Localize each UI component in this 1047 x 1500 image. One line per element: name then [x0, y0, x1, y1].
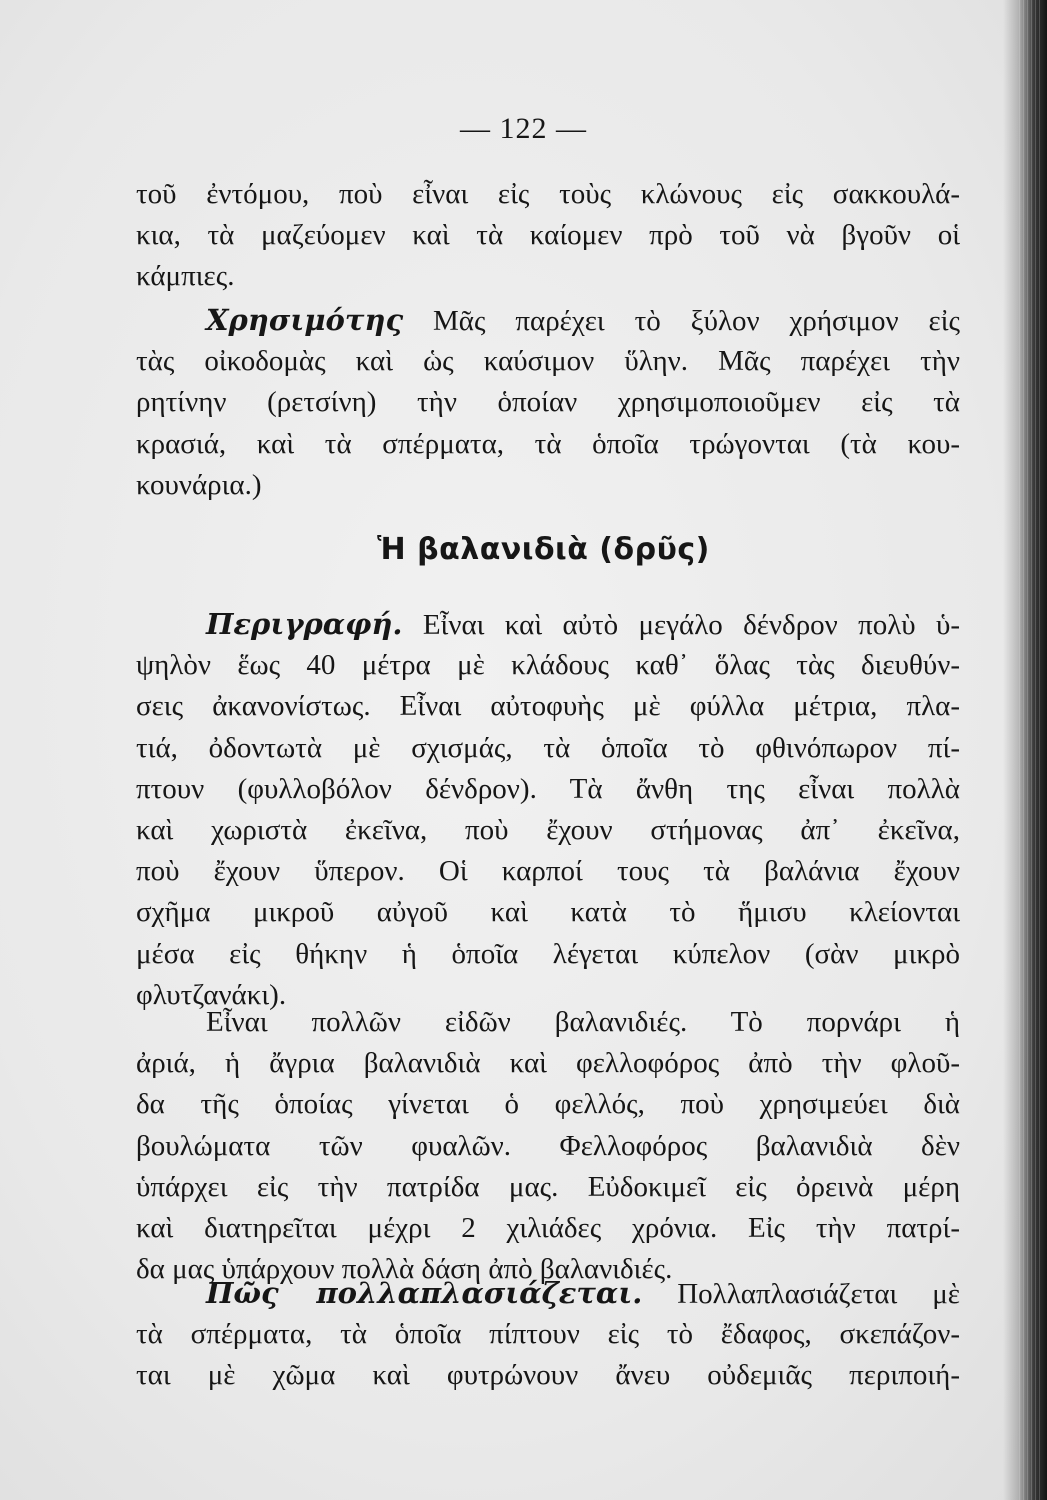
paragraph-usefulness	[136, 300, 960, 506]
text-line	[136, 1273, 960, 1314]
text-line: τιά, ὀδοντωτὰ μὲ σχισμάς, τὰ ὁποῖα τὸ φθινόπωρον πί-	[136, 731, 960, 764]
text-line: βουλώματα τῶν φυαλῶν. Φελλοφόρος βαλανιδιὰ δὲν	[136, 1129, 960, 1162]
text-line	[136, 300, 960, 341]
text-line: πτουν (φυλλοβόλον δένδρον). Τὰ ἄνθη της εἶναι πολλὰ	[136, 772, 960, 805]
text-line: Εἶναι πολλῶν εἰδῶν βαλανιδιές. Τὸ πορνάρι ἡ	[206, 1006, 960, 1038]
text-line: καὶ διατηρεῖται μέχρι 2 χιλιάδες χρόνια. Εἰς τὴν πατρί-	[136, 1211, 960, 1244]
lead-propagation: Πῶς πολλαπλασιάζεται.	[206, 1276, 643, 1310]
lead-usefulness: Χρησιμότης	[206, 303, 404, 337]
text-line: ἀριά, ἡ ἄγρια βαλανιδιὰ καὶ φελλοφόρος ἀπὸ τὴν φλοῦ-	[136, 1047, 960, 1080]
text-line: ρητίνην (ρετσίνη) τὴν ὁποίαν χρησιμοποιοῦμεν εἰς τὰ	[136, 386, 960, 419]
text-line: τὰς οἰκοδομὰς καὶ ὡς καύσιμον ὕλην. Μᾶς παρέχει τὴν	[136, 345, 960, 378]
paragraph-species	[136, 1002, 960, 1290]
paragraph-insect-continuation	[136, 174, 960, 298]
text-line: τοῦ ἐντόμου, ποὺ εἶναι εἰς τοὺς κλώνους εἰς σακκουλά-	[136, 178, 960, 210]
text-fragment: Μᾶς παρέχει τὸ ξύλον χρήσιμον εἰς	[403, 305, 960, 337]
section-heading: Ἡ βαλανιδιὰ (δρῦς)	[377, 532, 710, 567]
text-line: κια, τὰ μαζεύομεν καὶ τὰ καίομεν πρὸ τοῦ νὰ βγοῦν οἱ	[136, 219, 960, 252]
paragraph-propagation	[136, 1273, 960, 1397]
text-line: ται μὲ χῶμα καὶ φυτρώνουν ἄνευ οὐδεμιᾶς περιποιή-	[136, 1359, 960, 1392]
text-line: κάμπιες.	[136, 260, 235, 293]
book-edge-pages	[1019, 0, 1041, 1500]
text-line: δα τῆς ὁποίας γίνεται ὁ φελλός, ποὺ χρησιμεύει διὰ	[136, 1088, 960, 1121]
text-line	[136, 604, 960, 645]
text-line: τὰ σπέρματα, τὰ ὁποῖα πίπτουν εἰς τὸ ἔδαφος, σκεπάζον-	[136, 1318, 960, 1351]
lead-description: Περιγραφή.	[206, 607, 403, 641]
text-fragment: Πολλαπλασιάζεται μὲ	[642, 1278, 960, 1310]
text-line: ψηλὸν ἕως 40 μέτρα μὲ κλάδους καθ᾽ ὅλας τὰς διευθύν-	[136, 649, 960, 682]
text-line: κουνάρια.)	[136, 468, 262, 501]
text-line: δα μας ὑπάρχουν πολλὰ δάση ἀπὸ βαλανιδιές.	[136, 1253, 673, 1286]
text-line: ὑπάρχει εἰς τὴν πατρίδα μας. Εὐδοκιμεῖ εἰς ὀρεινὰ μέρη	[136, 1170, 960, 1203]
text-line: φλυτζανάκι).	[136, 978, 287, 1011]
text-line: σεις ἀκανονίστως. Εἶναι αὐτοφυὴς μὲ φύλλα μέτρια, πλα-	[136, 690, 960, 723]
page-number: — 122 —	[460, 112, 587, 145]
text-line: ποὺ ἔχουν ὕπερον. Οἱ καρποί τους τὰ βαλάνια ἔχουν	[136, 855, 960, 888]
text-line: σχῆμα μικροῦ αὐγοῦ καὶ κατὰ τὸ ἥμισυ κλείονται	[136, 896, 960, 929]
text-line: κρασιά, καὶ τὰ σπέρματα, τὰ ὁποῖα τρώγονται (τὰ κου-	[136, 427, 960, 460]
text-fragment: Εἶναι καὶ αὐτὸ μεγάλο δένδρον πολὺ ὑ-	[402, 609, 960, 641]
paragraph-description	[136, 604, 960, 1016]
text-line: μέσα εἰς θήκην ἡ ὁποῖα λέγεται κύπελον (σὰν μικρὸ	[136, 937, 960, 970]
text-line: καὶ χωριστὰ ἐκεῖνα, ποὺ ἔχουν στήμονας ἀπ᾽ ἐκεῖνα,	[136, 813, 960, 846]
